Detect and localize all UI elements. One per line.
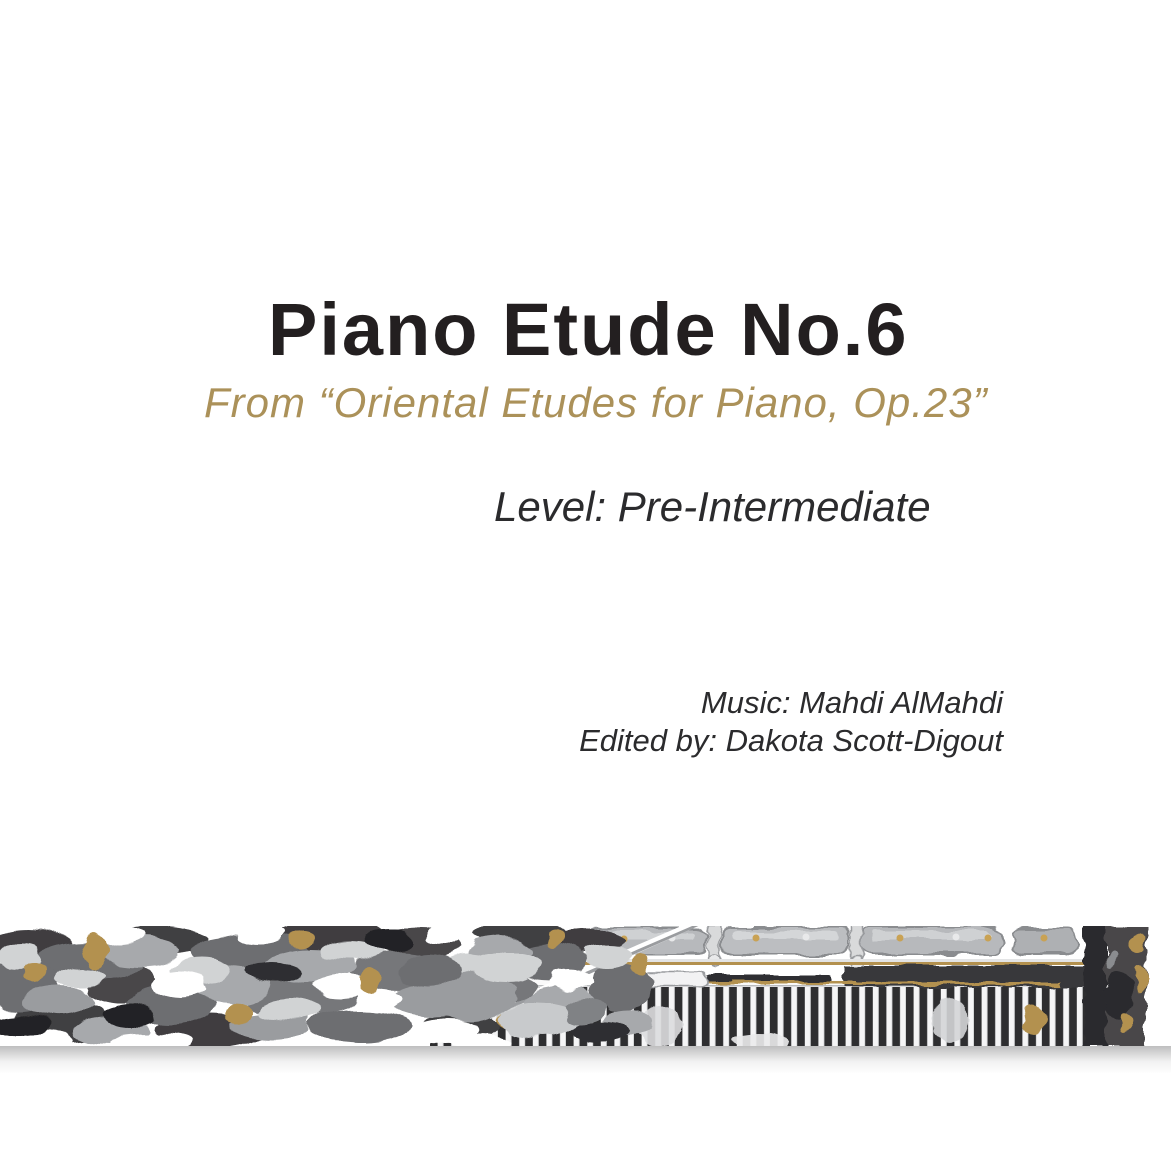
artwork-drop-shadow bbox=[0, 1046, 1171, 1074]
collection-subtitle: From “Oriental Etudes for Piano, Op.23” bbox=[204, 379, 988, 426]
right-corner-blob bbox=[1104, 926, 1146, 1046]
piano-artwork bbox=[0, 926, 1171, 1046]
credits-block bbox=[579, 684, 1003, 760]
piano-artwork-image bbox=[0, 926, 1171, 1046]
page-title: Piano Etude No.6 bbox=[268, 287, 909, 371]
composer-credit: Music: Mahdi AlMahdi bbox=[700, 685, 1003, 720]
editor-credit: Edited by: Dakota Scott-Digout bbox=[579, 723, 1003, 758]
difficulty-level: Level: Pre-Intermediate bbox=[494, 483, 931, 530]
